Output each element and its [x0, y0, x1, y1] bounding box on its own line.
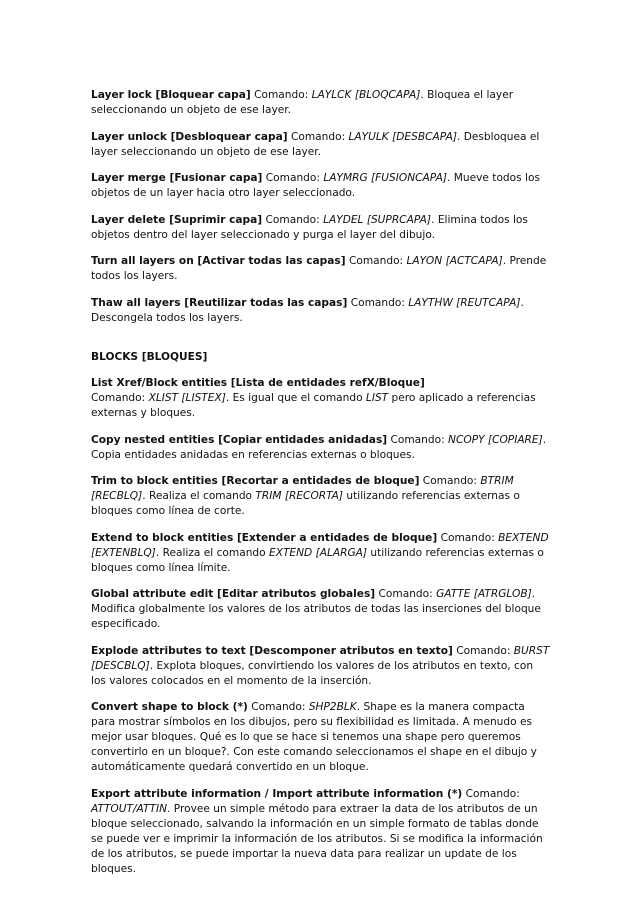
command-name: GATTE [ATRGLOB]: [436, 588, 532, 600]
command-name: BTRIM [RECBLQ]: [91, 475, 514, 502]
block-entry-shp2blk: [91, 700, 551, 775]
command-label: Comando:: [350, 296, 405, 309]
command-name: LAYON [ACTCAPA]: [406, 255, 503, 267]
entry-description: . Realiza el comando: [155, 546, 269, 559]
command-name: SHP2BLK: [308, 701, 357, 713]
command-label: Comando:: [390, 433, 445, 446]
entry-description: . Desbloquea el layer seleccionando un objeto de ese layer.: [91, 130, 540, 158]
block-entry-xlist: [91, 376, 551, 421]
command-name: BEXTEND [EXTENBLQ]: [91, 531, 549, 559]
command-label: Comando:: [251, 701, 306, 713]
command-name: NCOPY [COPIARE]: [448, 433, 543, 446]
entry-description: . Realiza el comando: [142, 490, 256, 502]
command-name-secondary: TRIM [RECORTA]: [255, 490, 344, 502]
command-label: Comando:: [422, 475, 477, 487]
command-label: Comando:: [440, 531, 495, 544]
command-label: Comando:: [348, 255, 404, 267]
command-name: LAYMRG [FUSIONCAPA]: [323, 172, 448, 184]
block-entry-ncopy: [91, 433, 551, 463]
block-entry-burst: [91, 644, 551, 689]
command-label: Comando:: [456, 644, 511, 657]
entry-title: Copy nested entities [Copiar entidades anidadas]: [91, 433, 388, 446]
entry-description: . Es igual que el comando: [225, 392, 366, 404]
entry-title: Layer delete [Suprimir capa]: [91, 213, 263, 226]
command-label: Comando:: [91, 392, 146, 404]
block-entry-btrim: [91, 474, 551, 519]
entry-title: Trim to block entities [Recortar a entidades de bloque]: [91, 475, 420, 487]
layer-entry-lock: [91, 88, 551, 118]
command-name: ATTOUT/ATTIN: [91, 802, 168, 815]
command-name: LAYULK [DESBCAPA]: [348, 130, 457, 143]
layer-entry-thaw: [91, 296, 551, 326]
command-label: Comando:: [290, 130, 346, 143]
entry-title: Explode attributes to text [Descomponer atributos en texto]: [91, 644, 453, 657]
block-entry-attout: [91, 787, 551, 877]
command-label: Comando:: [378, 588, 433, 600]
entry-title: Thaw all layers [Reutilizar todas las capas]: [91, 296, 348, 309]
layer-entry-delete: [91, 213, 551, 243]
command-name: LAYTHW [REUTCAPA]: [408, 296, 521, 309]
block-entry-gatte: [91, 587, 551, 632]
entry-description: . Modifica globalmente los valores de los atributos de todas las inserciones del bloque especificado.: [91, 588, 541, 630]
entry-title: Layer lock [Bloquear capa]: [91, 89, 251, 101]
entry-title: Layer unlock [Desbloquear capa]: [91, 130, 288, 143]
command-name-secondary: EXTEND [ALARGA]: [269, 546, 368, 559]
entry-description: . Mueve todos los objetos de un layer hacia otro layer seleccionado.: [91, 172, 540, 199]
layer-entry-merge: [91, 171, 551, 201]
block-entry-bextend: [91, 531, 551, 576]
entry-title: Convert shape to block (*): [91, 701, 248, 713]
command-label: Comando:: [265, 213, 320, 226]
entry-description: . Prende todos los layers.: [91, 255, 547, 282]
entry-title: Export attribute information / Import attribute information (*): [91, 787, 463, 800]
command-name: LAYLCK [BLOQCAPA]: [311, 89, 421, 101]
entry-description: utilizando referencias externas o bloques como línea de corte.: [91, 490, 520, 517]
entry-description: . Elimina todos los objetos dentro del layer seleccionado y purga el layer del dibujo.: [91, 213, 528, 241]
command-name: XLIST [LISTEX]: [148, 392, 226, 404]
entry-description: . Bloquea el layer seleccionando un objeto de ese layer.: [91, 89, 514, 116]
entry-description: . Provee un simple método para extraer la data de los atributos de un bloque seleccionado, salvando la información en un simple formato de tablas donde se puede ver e imprimir la información de los atributos. Si se modifica la información de los atributos, se puede importar la nueva data para realizar un update de los bloques.: [91, 802, 543, 875]
entry-description: . Copia entidades anidadas en referencias externas o bloques.: [91, 433, 547, 461]
document-page: [91, 88, 551, 888]
entry-title: Layer merge [Fusionar capa]: [91, 172, 263, 184]
entry-description: . Shape es la manera compacta para mostrar símbolos en los dibujos, pero su flexibilidad es limitada. A menudo es mejor usar bloques. Qué es lo que se hace si tenemos una shape pero queremos convertirlo en un bloque?. Con este comando seleccionamos el shape en el dibujo y automáticamente quedará convertido en un bloque.: [91, 701, 537, 773]
entry-description: pero aplicado a referencias externas y bloques.: [91, 392, 536, 419]
layer-entry-unlock: [91, 130, 551, 160]
command-name: BURST [DESCBLQ]: [91, 644, 550, 672]
command-name-secondary: LIST: [365, 392, 389, 404]
command-label: Comando:: [265, 172, 320, 184]
layer-entry-on: [91, 254, 551, 284]
entry-description: . Descongela todos los layers.: [91, 296, 524, 324]
command-label: Comando:: [465, 787, 520, 800]
entry-title: Extend to block entities [Extender a entidades de bloque]: [91, 531, 438, 544]
entry-description: utilizando referencias externas o bloques como línea límite.: [91, 546, 544, 574]
entry-title: Global attribute edit [Editar atributos globales]: [91, 588, 376, 600]
entry-description: . Explota bloques, convirtiendo los valores de los atributos en texto, con los valores colocados en el momento de la inserción.: [91, 659, 534, 687]
command-name: LAYDEL [SUPRCAPA]: [323, 213, 432, 226]
entry-title: List Xref/Block entities [Lista de entidades refX/Bloque]: [91, 377, 425, 389]
entry-title: Turn all layers on [Activar todas las capas]: [91, 255, 346, 267]
section-title: BLOCKS [BLOQUES]: [91, 350, 208, 363]
command-label: Comando:: [254, 89, 309, 101]
